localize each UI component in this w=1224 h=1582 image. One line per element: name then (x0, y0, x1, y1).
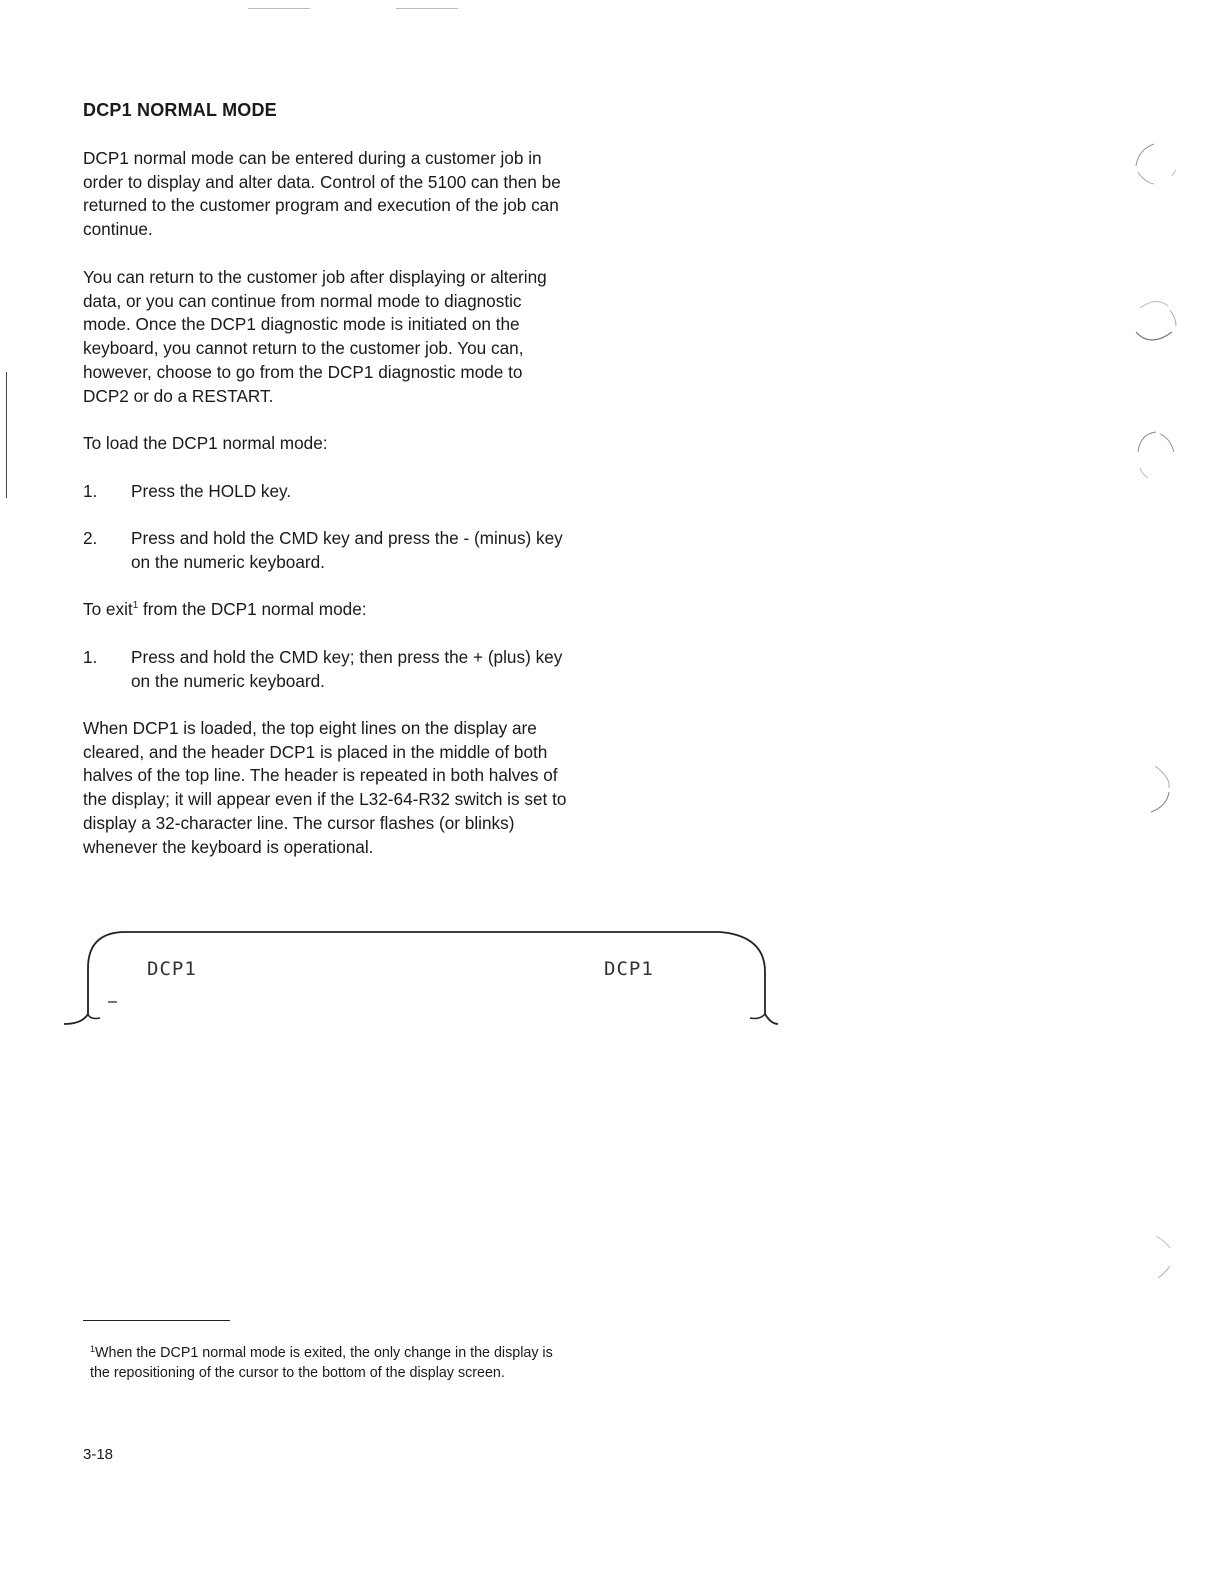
exit-intro (83, 598, 573, 622)
exit-intro-text-rest: from the DCP1 normal mode: (138, 599, 367, 619)
section-heading: DCP1 NORMAL MODE (83, 100, 277, 120)
step-text: Press and hold the CMD key and press the - (minus) key on the numeric keyboard. (131, 528, 563, 572)
display-header-right: DCP1 (604, 958, 654, 980)
punch-hole-mark (1145, 762, 1185, 816)
step-number: 2. (83, 528, 98, 548)
exit-intro-text: To exit (83, 599, 133, 619)
step-text: Press and hold the CMD key; then press the + (plus) key on the numeric keyboard. (131, 647, 563, 691)
intro-paragraph: DCP1 normal mode can be entered during a customer job in order to display and alter data. Control of the 5100 can then be returned to the customer program and execution of the job can continue. (83, 148, 561, 240)
loaded-paragraph: When DCP1 is loaded, the top eight lines on the display are cleared, and the header DCP1 is placed in the middle of both halves of the top line. The header is repeated in both halves of the display; it will appear even if the L32-64-R32 switch is set to display a 32-character line. The cursor flashes (or blinks) whenever the keyboard is operational. (83, 718, 567, 857)
footnote-reference: 1 (132, 600, 139, 611)
scan-artifact-line (248, 8, 310, 9)
step-number: 1. (83, 481, 98, 501)
punch-hole-mark (1130, 140, 1180, 190)
return-paragraph: You can return to the customer job after displaying or altering data, or you can continue from normal mode to diagnostic mode. Once the DCP1 diagnostic mode is initiated on the keyboard, you cannot return to the customer job. You can, however, choose to go from the DCP1 diagnostic mode to DCP2 or do a RESTART. (83, 267, 547, 406)
punch-hole-mark (1130, 298, 1180, 350)
display-cursor (108, 1001, 117, 1003)
punch-hole-mark (1130, 428, 1180, 480)
display-header-left: DCP1 (147, 958, 197, 980)
scan-artifact-line (396, 8, 458, 9)
footnote-mark: 1 (90, 1344, 96, 1354)
load-intro: To load the DCP1 normal mode: (83, 433, 328, 453)
scan-edge-line (6, 372, 7, 498)
footnote-text: When the DCP1 normal mode is exited, the only change in the display is the repositioning of the cursor to the bottom of the display screen. (90, 1345, 553, 1381)
step-number: 1. (83, 647, 98, 667)
punch-hole-mark (1150, 1232, 1180, 1280)
step-text: Press the HOLD key. (131, 481, 292, 501)
footnote-separator (83, 1320, 230, 1321)
footnote (90, 1343, 570, 1383)
page-number: 3-18 (83, 1446, 114, 1463)
